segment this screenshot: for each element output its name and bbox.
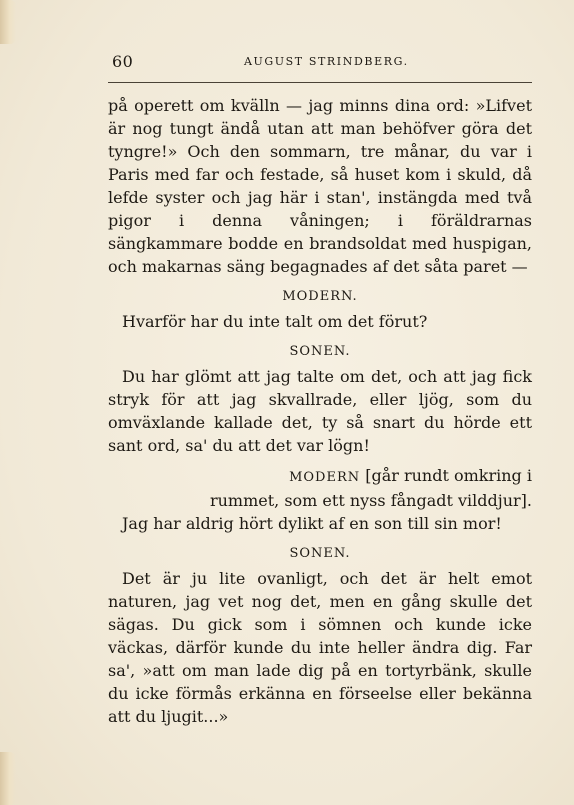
opening-paragraph: på operett om kvälln — jag minns dina ord: »Lifvet är nog tungt ändå utan att man behöfver göra det tyngre!» Och den sommarn, tre månar, du var i Paris med far och festade, så huset kom i skuld, då lefde syster och jag här i stan', instängda med två pigor i denna våningen; i föräldrarnas sängkammare bodde en brandsoldat med huspigan, och makarnas säng begagnades af det såta paret — xyxy=(108,96,532,276)
running-head: AUGUST STRINDBERG. xyxy=(244,55,409,68)
page-header xyxy=(108,52,532,74)
stage-direction xyxy=(108,464,532,512)
dialogue-line: Hvarför har du inte talt om det förut? xyxy=(122,312,428,331)
binding-tab-bottom xyxy=(0,752,16,805)
dialogue-line: Du har glömt att jag talte om det, och att jag fick stryk för att jag skvallrade, eller ljög, som du omväxlande kallade det, ty så snart du hörde ett sant ord, sa' du att det var lögn! xyxy=(108,367,532,455)
dialogue-line: Jag har aldrig hört dylikt af en son till sin mor! xyxy=(122,514,502,533)
speaker-sonen: SONEN. xyxy=(289,546,351,561)
header-rule xyxy=(108,82,532,83)
speaker-sonen: SONEN. xyxy=(289,344,351,359)
binding-tab-top xyxy=(0,0,16,44)
stage-direction-line-1 xyxy=(108,464,532,489)
speaker-modern-inline: MODERN xyxy=(289,470,361,485)
stage-direction-text-1: [går rundt omkring i xyxy=(365,466,532,485)
dialogue-line: Det är ju lite ovanligt, och det är helt emot naturen, jag vet nog det, men en gång skulle det sägas. Du gick som i sömnen och kunde icke väckas, därför kunde du inte heller ändra dig. Far sa', »att om man lade dig på en tortyrbänk, skulle du icke förmås erkänna en förseelse eller bekänna att du ljugit...» xyxy=(108,569,532,726)
page-body xyxy=(108,94,532,728)
page-number: 60 xyxy=(112,52,134,71)
stage-direction-text-2: rummet, som ett nyss fångadt vilddjur]. xyxy=(209,491,532,510)
speaker-modern: MODERN. xyxy=(282,289,358,304)
